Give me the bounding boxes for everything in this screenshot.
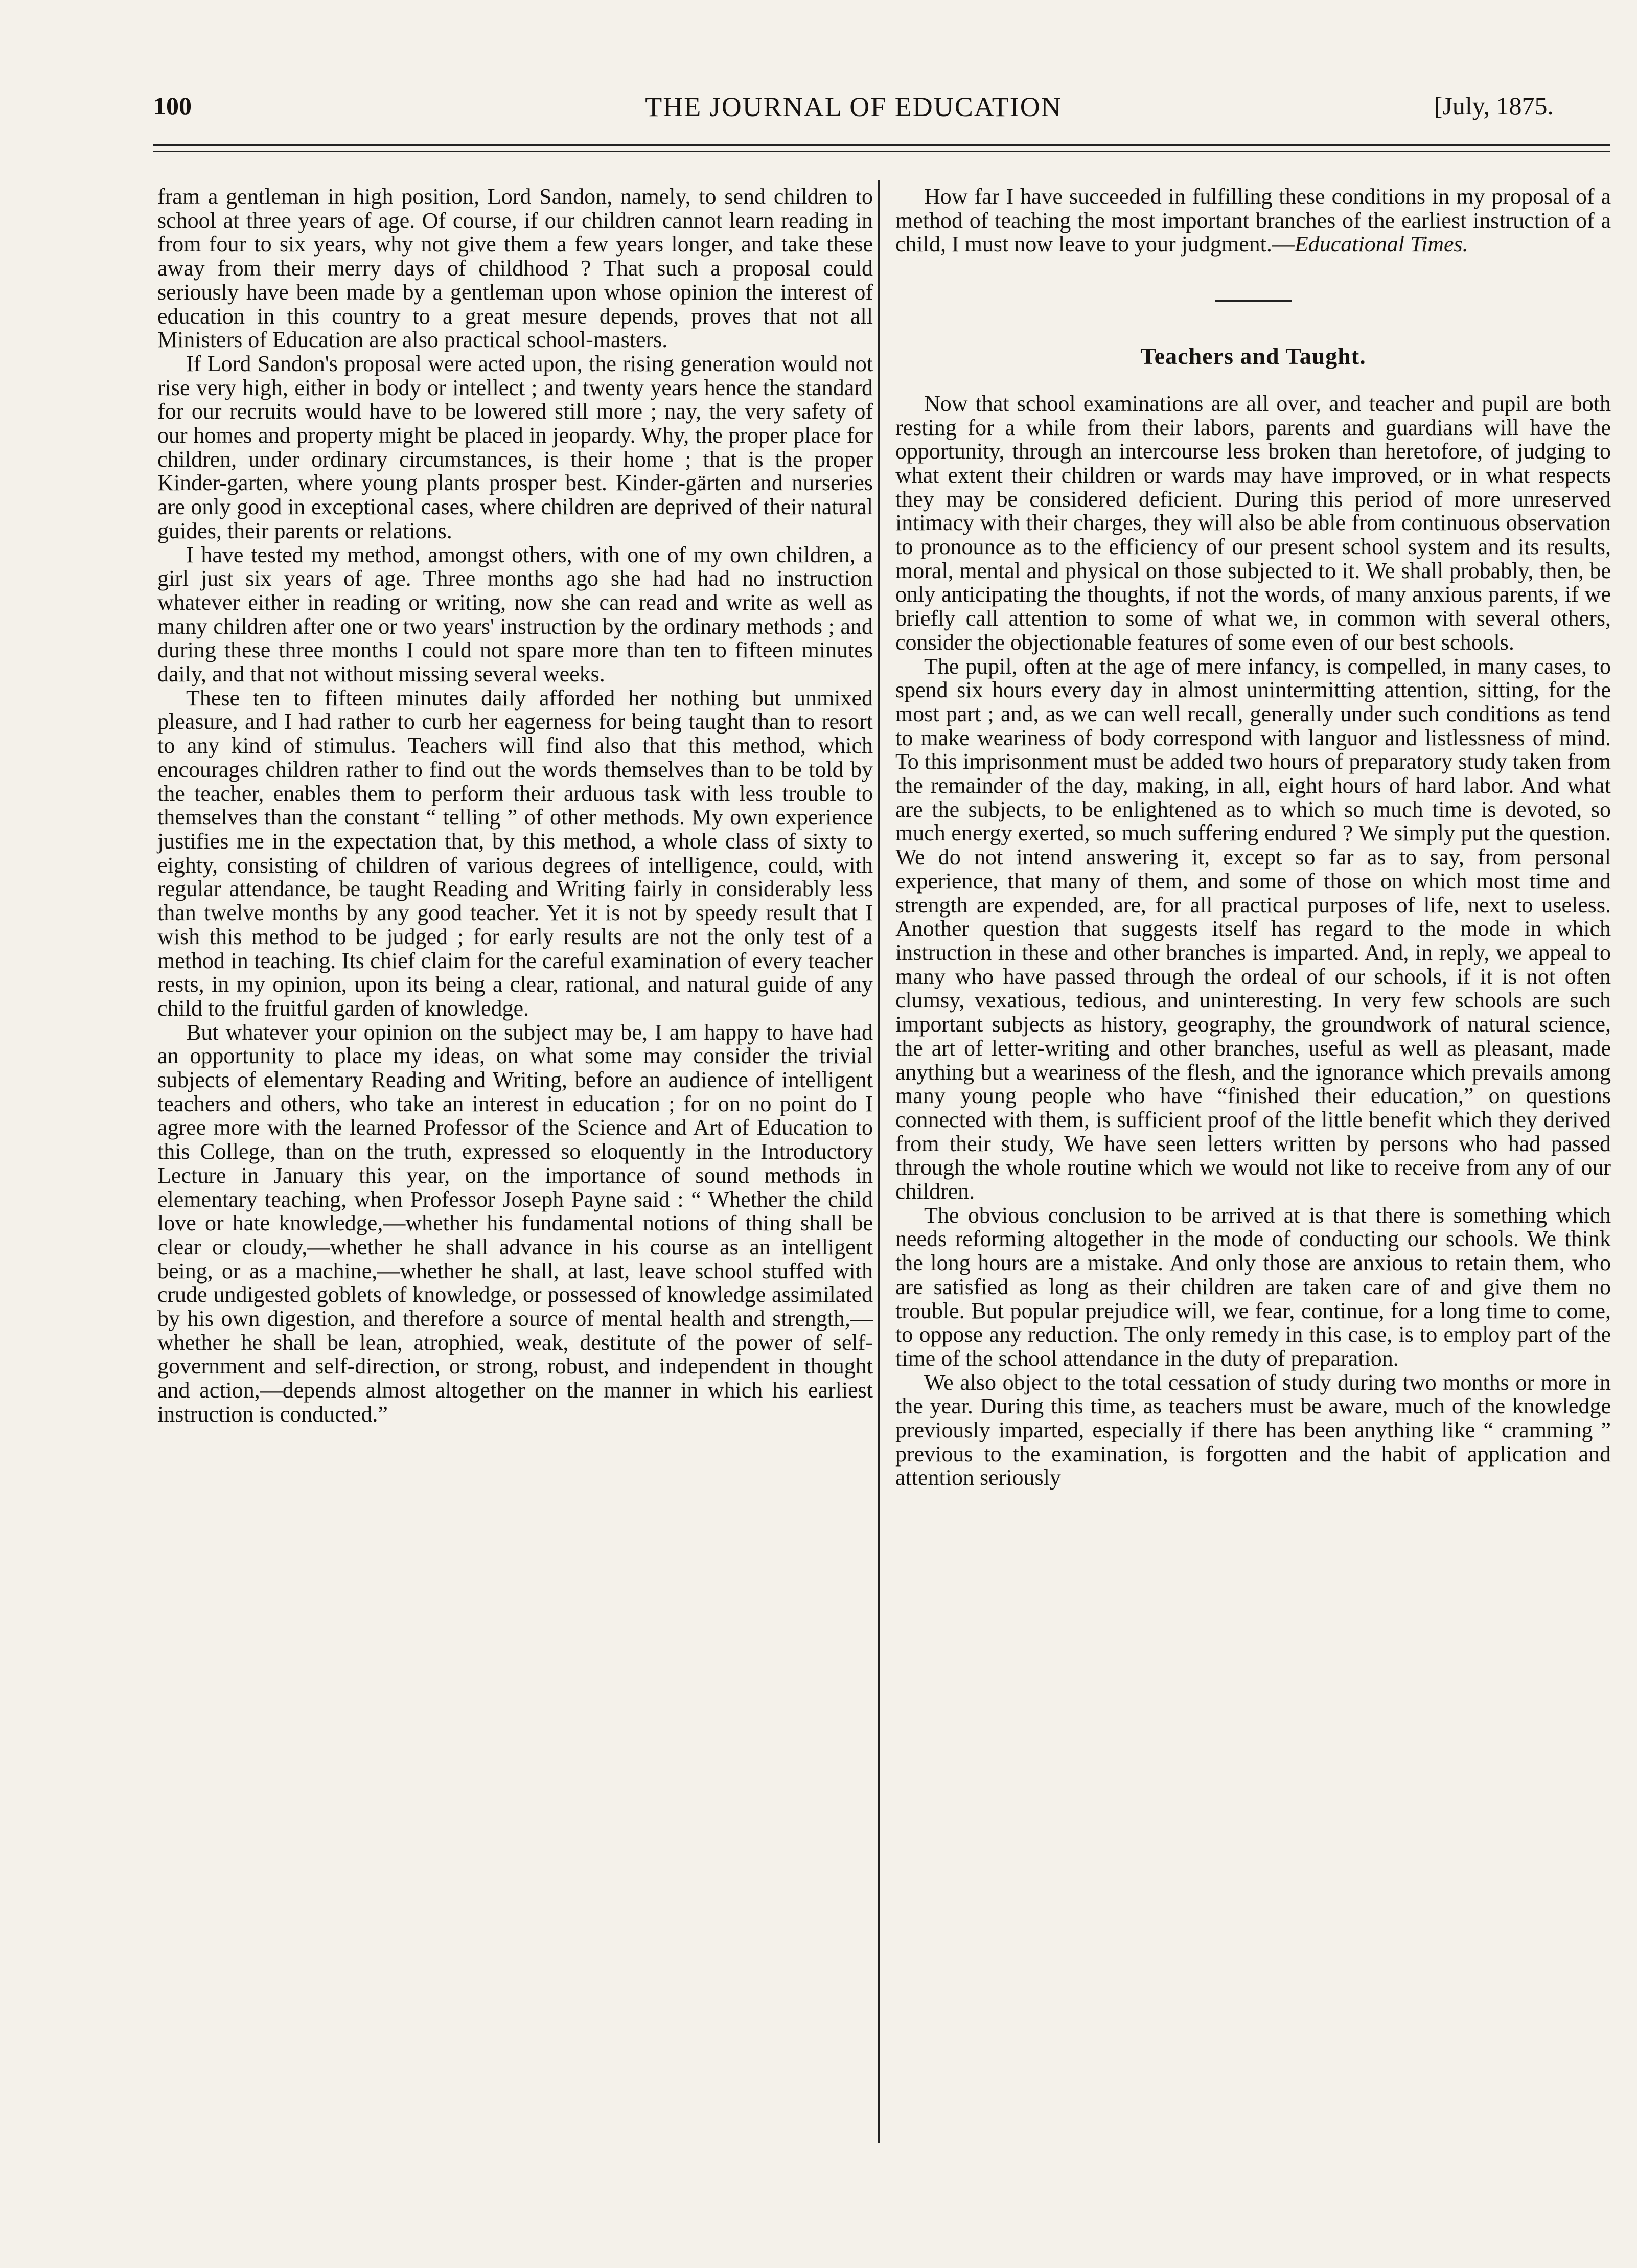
article-paragraph: I have tested my method, amongst others, with one of my own children, a girl just six years of age. Three months ago she had had no instruction whatever either in reading or writing, now she can read and write as well as many children after one or two years' instruction by the ordinary methods ; and during these three months I could not spare more than ten to fifteen minutes daily, and that not without missing several weeks. [157, 542, 873, 687]
article-paragraph: We also object to the total cessation of study during two months or more in the year. During this time, as teachers must be aware, much of the knowledge previously imparted, especially if there has been anything like “ cramming ” previous to the examination, is forgotten and the habit of application and attention seriously [895, 1369, 1611, 1491]
article-paragraph: Now that school examinations are all over, and teacher and pupil are both resting for a while from their labors, parents and guardians will have the opportunity, through an intercourse less broken than heretofore, of judging to what extent their children or wards may have improved, or in what respects they may be considered deficient. During this period of more unreserved intimacy with their charges, they will also be able from continuous observation to pronounce as to the efficiency of our present school system and its results, moral, mental and physical on those subjected to it. We shall probably, then, be only anticipating the thoughts, if not the words, of many anxious parents, if we briefly call attention to some of what we, in common with several others, consider the objectionable features of some even of our best schools. [895, 391, 1611, 655]
journal-title: THE JOURNAL OF EDUCATION [645, 91, 1062, 122]
left-column [157, 185, 873, 1427]
issue-date: [July, 1875. [1434, 91, 1554, 120]
section-title: Teachers and Taught. [1140, 343, 1366, 370]
source-attribution: Educational Times. [1294, 232, 1468, 257]
page-number: 100 [153, 91, 192, 120]
article-paragraph: The pupil, often at the age of mere infancy, is compelled, in many cases, to spend six hours every day in almost unintermitting attention, sitting, for the most part ; and, as we can well recall, generally under such conditions as tend to make weariness of body correspond with languor and listlessness of mind. To this imprisonment must be added two hours of preparatory study taken from the remainder of the day, making, in all, eight hours of hard labor. And what are the subjects, to be enlightened as to which so much time is devoted, so much energy exerted, so much suffering endured ? We simply put the question. We do not intend answering it, except so far as to say, from personal experience, that many of them, and some of those on which most time and strength are expended, are, for all practical purposes of life, next to useless. Another question that suggests itself has regard to the mode in which instruction in these and other branches is imparted. And, in reply, we appeal to many who have passed through the ordeal of our schools, if it is not often clumsy, vexatious, tedious, and uninteresting. In very few schools are such important subjects as history, geography, the groundwork of natural science, the art of letter-writing and other branches, useful as well as pleasant, made anything but a weariness of the flesh, and the ignorance which prevails among many young people who have “finished their education,” on questions connected with them, is sufficient proof of the little benefit which they derived from their study, We have seen letters written by persons who had passed through the whole routine which we would not like to receive from any of our children. [895, 653, 1611, 1204]
article-paragraph: The obvious conclusion to be arrived at is that there is something which needs reforming altogether in the mode of conducting our schools. We think the long hours are a mistake. And only those are anxious to retain them, who are satisfied as long as their children are taken care of and give them no trouble. But popular prejudice will, we fear, continue, for a long time to come, to oppose any reduction. The only remedy in this case, is to employ part of the time of the school attendance in the duty of preparation. [895, 1202, 1611, 1371]
closing-paragraph [895, 185, 1611, 257]
article-paragraph: These ten to fifteen minutes daily afforded her nothing but unmixed pleasure, and I had rather to curb her eagerness for being taught than to resort to any kind of stimulus. Teachers will find also that this method, which encourages children rather to find out the words themselves than to be told by the teacher, enables them to perform their arduous task with less trouble to themselves than the constant “ telling ” of other methods. My own experience justifies me in the expectation that, by this method, a whole class of sixty to eighty, consisting of children of various degrees of intelligence, could, with regular attendance, be taught Reading and Writing fairly in considerably less than twelve months by any good teacher. Yet it is not by speedy result that I wish this method to be judged ; for early results are not the only test of a method in teaching. Its chief claim for the careful examination of every teacher rests, in my opinion, upon its being a clear, rational, and natural guide of any child to the fruitful garden of knowledge. [157, 685, 873, 1021]
section-separator [1215, 300, 1292, 302]
running-header [153, 91, 1554, 127]
article-paragraph: fram a gentleman in high position, Lord Sandon, namely, to send children to school at three years of age. Of course, if our children cannot learn reading in from four to six years, why not give them a few years longer, and take these away from their merry days of childhood ? That such a proposal could seriously have been made by a gentleman upon whose opinion the interest of education in this country to a great mesure depends, proves that not all Ministers of Education are also practical school-masters. [157, 184, 873, 353]
article-paragraph: If Lord Sandon's proposal were acted upon, the rising generation would not rise very high, either in body or intellect ; and twenty years hence the standard for our recruits would have to be lowered still more ; nay, the very safety of our homes and property might be placed in jeopardy. Why, the proper place for children, under ordinary circumstances, is their home ; that is the proper Kinder-garten, where young plants prosper best. Kinder-gärten and nurseries are only good in exceptional cases, where children are deprived of their natural guides, their parents or relations. [157, 351, 873, 543]
header-rule-thick [153, 144, 1610, 146]
header-rule-thin [153, 151, 1610, 152]
article-paragraph: But whatever your opinion on the subject may be, I am happy to have had an opportunity to place my ideas, on what some may consider the trivial subjects of elementary Reading and Writing, before an audience of intelligent teachers and others, who take an interest in education ; for on no point do I agree more with the learned Professor of the Science and Art of Education to this College, than on the truth, expressed so eloquently in the Introductory Lecture in January this year, on the importance of sound methods in elementary teaching, when Professor Joseph Payne said : “ Whether the child love or hate knowledge,—whether his fundamental notions of thing shall be clear or cloudy,—whether he shall advance in his course as an intelligent being, or as a machine,—whether he shall, at last, leave school stuffed with crude undigested goblets of knowledge, or possessed of knowledge assimilated by his own digestion, and therefore a source of mental health and strength,—whether he shall be lean, atrophied, weak, destitute of the power of self-government and self-direction, or strong, robust, and independent in thought and action,—depends almost altogether on the manner in which his earliest instruction is conducted.” [157, 1019, 873, 1427]
right-column [895, 185, 1611, 1490]
column-divider [878, 180, 880, 2143]
closing-text: How far I have succeeded in fulfilling these conditions in my proposal of a method of teaching the most important branches of the earliest instruction of a child, I must now leave to your judgment.— [895, 184, 1611, 257]
